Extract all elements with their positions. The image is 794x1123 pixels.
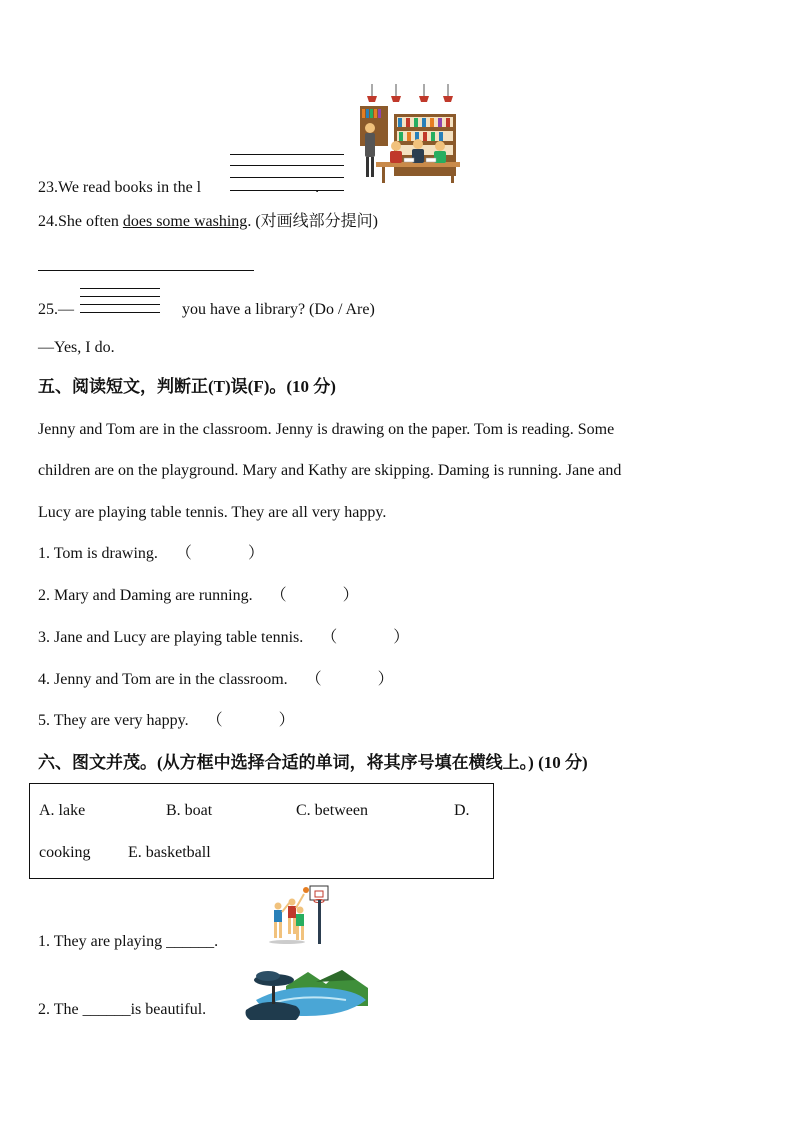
option-c: C. between: [296, 802, 368, 819]
tf-item-5-text: 5. They are very happy.: [38, 712, 189, 729]
section5-passage-line-2: children are on the playground. Mary and Kathy are skipping. Daming is running. Jane and: [38, 462, 622, 479]
option-d-label: D.: [454, 802, 470, 819]
basketball-illustration: [262, 884, 332, 946]
library-illustration: [356, 84, 460, 186]
section6-heading: 六、图文并茂。(从方框中选择合适的单词，将其序号填在横线上。) (10 分): [38, 753, 588, 772]
picture-question-1: [38, 932, 218, 952]
tf-item-4-paren-open: （: [305, 671, 322, 688]
tf-item-1-paren-open: （: [175, 545, 192, 562]
word-options-box: [29, 783, 494, 879]
tf-item-5-paren-open: （: [206, 712, 223, 729]
question-24: [38, 212, 378, 232]
tf-item-3-paren-open: （: [321, 629, 338, 646]
question-25: [38, 300, 375, 320]
tf-item-4-text: 4. Jenny and Tom are in the classroom.: [38, 671, 288, 688]
q24-number: 24.: [38, 213, 58, 230]
tf-item-1-paren-close: ）: [247, 545, 264, 562]
q24-underlined: does some washing: [122, 213, 248, 230]
tf-item-2-paren-open: （: [270, 587, 287, 604]
q25-text: you have a library? (Do / Are): [178, 301, 375, 318]
q25-answer: —Yes, I do.: [38, 339, 115, 356]
tf-item-4: [38, 670, 394, 690]
section5-passage-line-3: Lucy are playing table tennis. They are all very happy.: [38, 504, 387, 521]
pq1-after: .: [214, 933, 219, 950]
q23-number: 23.: [38, 179, 58, 196]
tf-item-2-paren-close: ）: [342, 587, 359, 604]
section5-heading: 五、阅读短文，判断正(T)误(F)。(10 分): [38, 377, 336, 396]
pq1-before: 1. They are playing: [38, 933, 167, 950]
q23-text: We read books in the l: [58, 179, 202, 196]
section5-passage-line-1: Jenny and Tom are in the classroom. Jenny is drawing on the paper. Tom is reading. Some: [38, 421, 615, 438]
lake-illustration: [246, 966, 370, 1022]
pq1-blank[interactable]: ______: [166, 933, 215, 950]
option-e: E. basketball: [128, 844, 211, 861]
option-a: A. lake: [39, 802, 86, 819]
tf-item-1-text: 1. Tom is drawing.: [38, 545, 158, 562]
pq2-before: 2. The: [38, 1001, 83, 1018]
picture-question-2: [38, 1000, 206, 1020]
tf-item-4-paren-close: ）: [377, 671, 394, 688]
tf-item-1: [38, 544, 264, 564]
pq2-after: is beautiful.: [130, 1001, 207, 1018]
option-b: B. boat: [166, 802, 213, 819]
tf-item-3-paren-close: ）: [393, 629, 410, 646]
option-d-word: cooking: [39, 844, 91, 861]
q24-answer-line[interactable]: [38, 270, 254, 271]
q25-dash: —: [58, 301, 74, 318]
tf-item-2: [38, 586, 359, 606]
q23-end: .: [315, 179, 320, 196]
tf-item-3-text: 3. Jane and Lucy are playing table tennis.: [38, 629, 304, 646]
q25-number: 25.: [38, 301, 58, 318]
tf-item-5: [38, 711, 295, 731]
question-23: [38, 178, 319, 198]
q24-after: . (对画线部分提问): [247, 213, 378, 230]
tf-item-2-text: 2. Mary and Daming are running.: [38, 587, 253, 604]
tf-item-5-paren-close: ）: [278, 712, 295, 729]
tf-item-3: [38, 628, 409, 648]
q24-before: She often: [58, 213, 123, 230]
pq2-blank[interactable]: ______: [82, 1001, 131, 1018]
